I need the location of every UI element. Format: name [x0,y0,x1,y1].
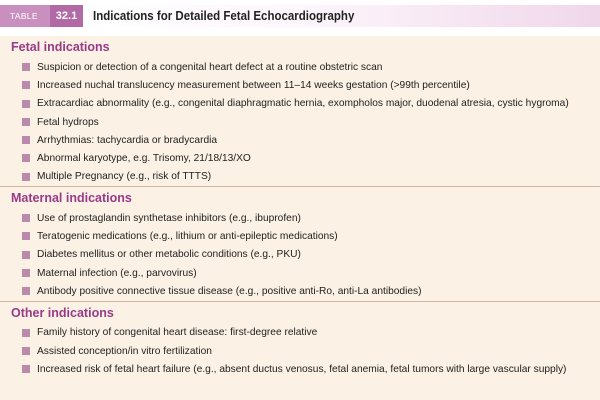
list-item-text: Extracardiac abnormality (e.g., congenital diaphragmatic hernia, exompholos major, duodenal atresia, cystic hygroma) [37,98,569,110]
list-item-text: Arrhythmias: tachycardia or bradycardia [37,134,218,146]
square-bullet-icon [22,329,30,337]
list-item-text: Suspicion or detection of a congenital heart defect at a routine obstetric scan [37,61,383,73]
square-bullet-icon [22,100,30,108]
square-bullet-icon [22,81,30,89]
section-heading: Maternal indications [0,186,600,209]
square-bullet-icon [22,136,30,144]
section-heading: Fetal indications [11,40,110,54]
list-item-text: Abnormal karyotype, e.g. Trisomy, 21/18/13/XO [37,153,251,165]
list-item-text: Assisted conception/in vitro fertilization [37,345,212,357]
square-bullet-icon [22,287,30,295]
square-bullet-icon [22,118,30,126]
section-heading: Other indications [0,301,600,324]
list-item [0,113,600,131]
list-item [0,324,600,342]
list-item [0,149,600,167]
table-tag: TABLE [0,5,50,27]
list-item [0,246,600,264]
list-item [0,227,600,245]
list-item [0,95,600,113]
square-bullet-icon [22,251,30,259]
list-item-text: Maternal infection (e.g., parvovirus) [37,267,197,279]
square-bullet-icon [22,365,30,373]
list-item [0,58,600,76]
list-item-text: Fetal hydrops [37,116,99,128]
square-bullet-icon [22,63,30,71]
section-maternal [0,186,600,300]
list-item-text: Use of prostaglandin synthetase inhibitors (e.g., ibuprofen) [37,212,301,224]
list-item [0,360,600,378]
list-item [0,282,600,300]
table-number: 32.1 [50,5,83,27]
square-bullet-icon [22,269,30,277]
square-bullet-icon [22,347,30,355]
list-item [0,131,600,149]
square-bullet-icon [22,154,30,162]
list-item [0,264,600,282]
list-item [0,76,600,94]
list-item-text: Diabetes mellitus or other metabolic conditions (e.g., PKU) [37,249,301,261]
table-title: Indications for Detailed Fetal Echocardiography [93,9,355,23]
list-item-text: Teratogenic medications (e.g., lithium or anti-epileptic medications) [37,231,338,243]
table-body [0,36,600,378]
list-item-text: Increased nuchal translucency measurement between 11–14 weeks gestation (>99th percentile) [37,79,470,91]
list-item-text: Multiple Pregnancy (e.g., risk of TTTS) [37,171,212,183]
square-bullet-icon [22,214,30,222]
list-item [0,168,600,186]
square-bullet-icon [22,173,30,181]
section-fetal [0,36,600,186]
list-item-text: Increased risk of fetal heart failure (e.g., absent ductus venosus, fetal anemia, fetal tumors with large vascular supply) [37,363,567,375]
table-header [0,0,600,36]
list-item [0,342,600,360]
square-bullet-icon [22,232,30,240]
section-other [0,301,600,379]
list-item-text: Family history of congenital heart disease: first-degree relative [37,327,318,339]
list-item [0,209,600,227]
list-item-text: Antibody positive connective tissue disease (e.g., positive anti-Ro, anti-La antibodies) [37,285,422,297]
